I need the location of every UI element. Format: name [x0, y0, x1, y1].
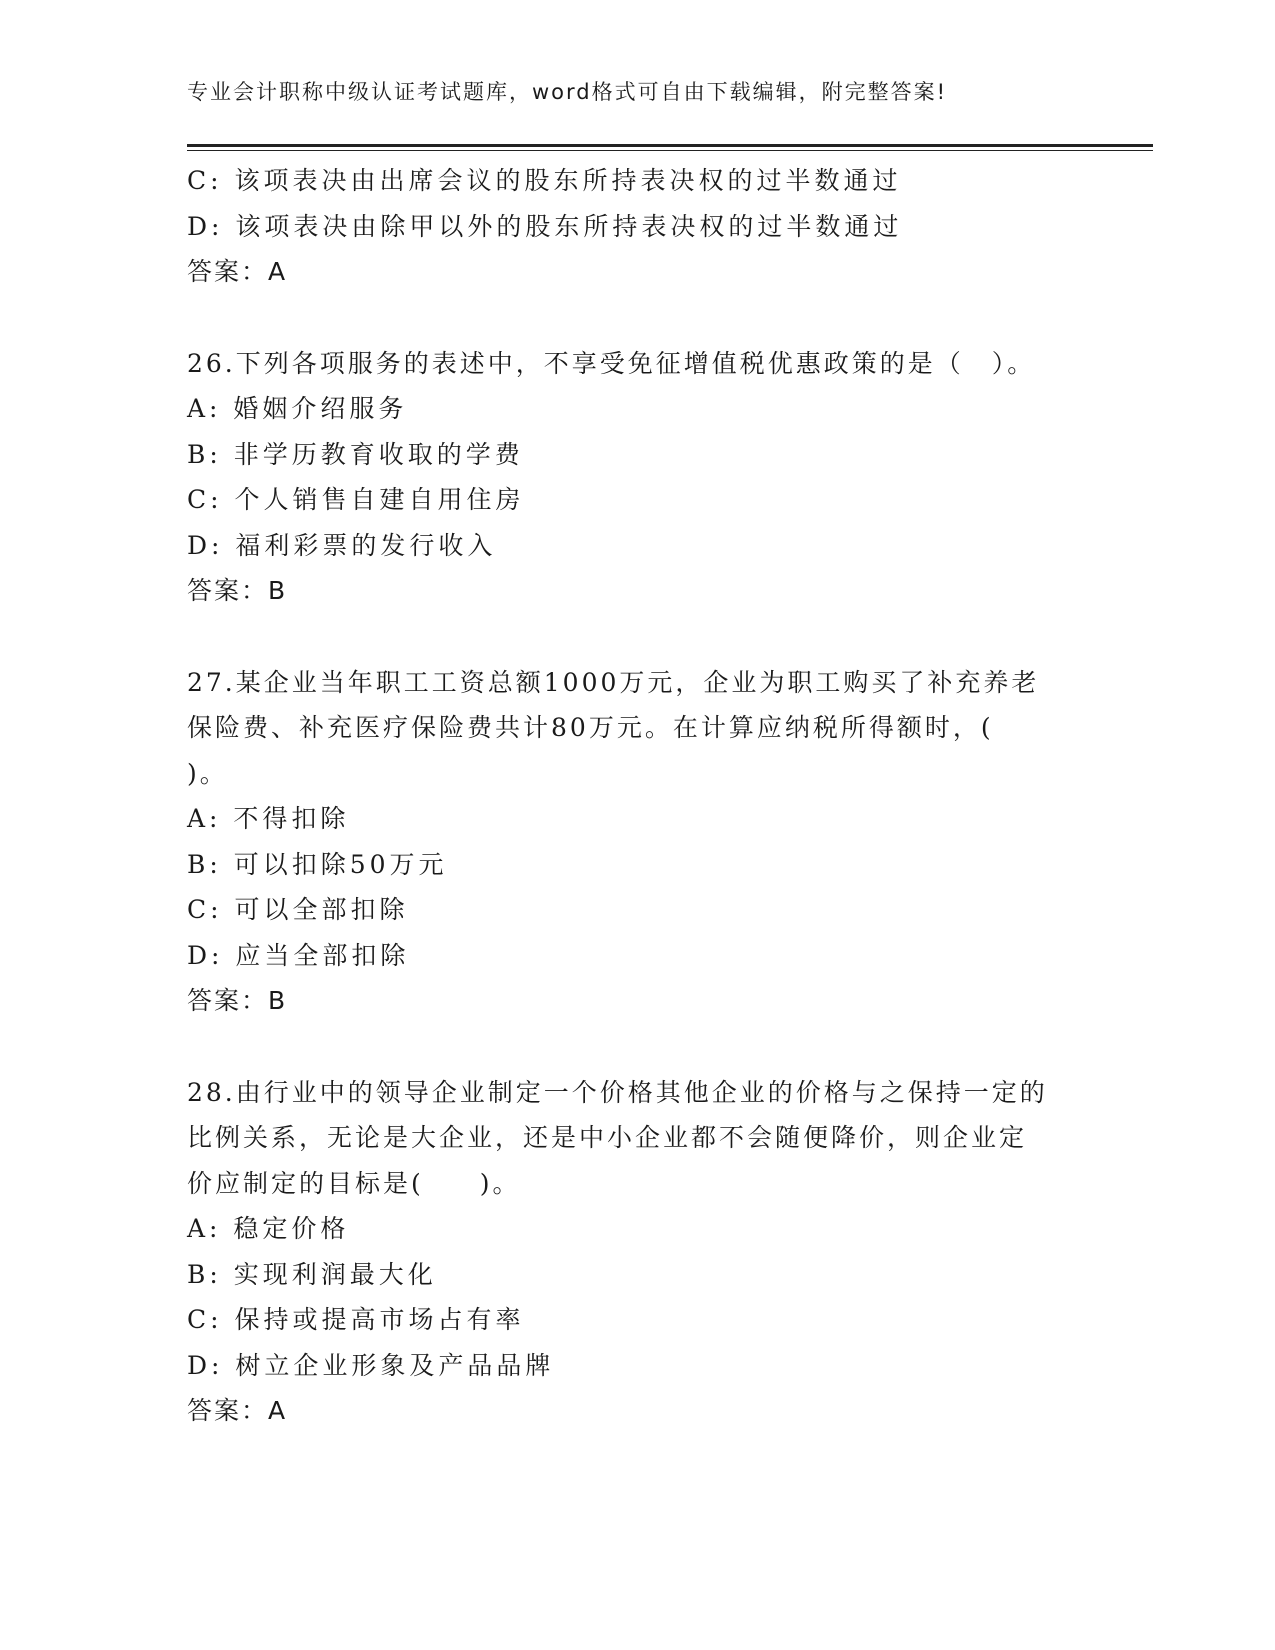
option-a: A: 不得扣除	[187, 804, 350, 833]
question-28	[187, 1070, 1087, 1434]
answer-line: 答案：B	[187, 576, 288, 605]
option-a: A: 婚姻介绍服务	[187, 394, 408, 423]
option-b: B: 可以扣除50万元	[187, 849, 448, 879]
option-c: C: 个人销售自建自用住房	[187, 485, 525, 514]
option-a: A: 稳定价格	[187, 1214, 350, 1243]
answer-line: 答案：B	[187, 986, 288, 1015]
option-c: C: 该项表决由出席会议的股东所持表决权的过半数通过	[187, 166, 902, 195]
option-c: C: 可以全部扣除	[187, 895, 409, 924]
question-stem-line-1: 27.某企业当年职工工资总额1000万元，企业为职工购买了补充养老	[187, 667, 1040, 697]
question-list	[187, 158, 1087, 1434]
header-divider-thin	[187, 150, 1153, 151]
option-c: C: 保持或提高市场占有率	[187, 1305, 525, 1334]
question-27	[187, 660, 1087, 1024]
question-26	[187, 341, 1087, 614]
header-divider-thick	[187, 144, 1153, 147]
question-stem-line-3: )。	[187, 758, 228, 788]
option-b: B: 非学历教育收取的学费	[187, 439, 524, 469]
option-d: D: 树立企业形象及产品品牌	[187, 1350, 555, 1380]
option-b: B: 实现利润最大化	[187, 1259, 437, 1289]
question-stem-line-2: 保险费、补充医疗保险费共计80万元。在计算应纳税所得额时，(	[187, 713, 994, 742]
option-d: D: 应当全部扣除	[187, 940, 410, 970]
option-d: D: 该项表决由除甲以外的股东所持表决权的过半数通过	[187, 211, 903, 241]
question-25-continuation	[187, 158, 1087, 295]
question-stem-line-3: 价应制定的目标是( )。	[187, 1168, 521, 1198]
option-d: D: 福利彩票的发行收入	[187, 530, 497, 560]
question-stem-line-1: 28.由行业中的领导企业制定一个价格其他企业的价格与之保持一定的	[187, 1077, 1048, 1107]
question-stem: 26.下列各项服务的表述中，不享受免征增值税优惠政策的是（ ）。	[187, 348, 1036, 378]
answer-line: 答案：A	[187, 257, 288, 286]
question-stem-line-2: 比例关系，无论是大企业，还是中小企业都不会随便降价，则企业定	[187, 1123, 1028, 1152]
page-header: 专业会计职称中级认证考试题库，word格式可自由下载编辑，附完整答案!	[187, 80, 948, 104]
answer-line: 答案：A	[187, 1396, 288, 1425]
